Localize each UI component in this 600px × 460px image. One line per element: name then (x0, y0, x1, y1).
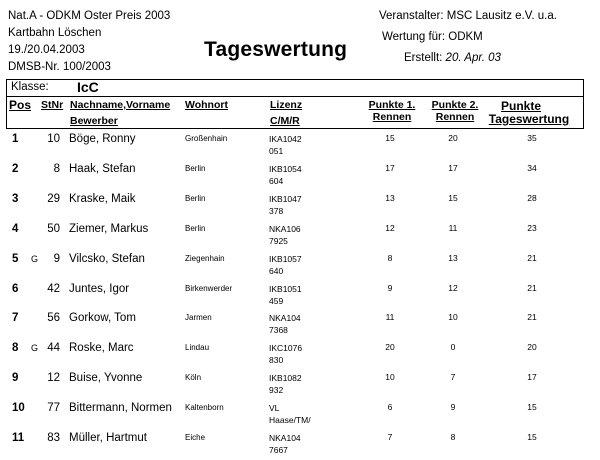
row-name: Böge, Ronny (69, 133, 136, 145)
wertung-label: Wertung für: ODKM (382, 31, 483, 43)
col-punkte1-rennen: Rennen (372, 111, 412, 123)
row-wohnort: Ziegenhain (185, 254, 225, 263)
row-lizenz-nr: 640 (269, 266, 284, 276)
row-lizenz: IKC1076 (269, 343, 303, 353)
row-points-race2: 20 (448, 133, 458, 143)
row-points-race2: 15 (448, 193, 458, 203)
row-points-race2: 13 (448, 253, 458, 263)
table-row (0, 223, 600, 251)
row-pos: 5 (12, 253, 19, 265)
row-lizenz-nr: 051 (269, 146, 284, 156)
row-lizenz: IKB1054 (269, 164, 302, 174)
row-lizenz: NKA104 (269, 313, 301, 323)
row-name: Haak, Stefan (69, 163, 136, 175)
row-points-race2: 8 (450, 432, 456, 442)
dmsb-number: DMSB-Nr. 100/2003 (8, 61, 111, 73)
row-points-total: 35 (527, 133, 537, 143)
table-row (0, 163, 600, 191)
organizer: Veranstalter: MSC Lausitz e.V. u.a. (379, 10, 557, 22)
klasse-value: IcC (77, 79, 99, 95)
row-points-total: 17 (527, 372, 537, 382)
row-pos: 2 (12, 163, 19, 175)
row-group: G (31, 254, 39, 264)
row-pos: 8 (12, 342, 19, 354)
row-group: G (31, 343, 39, 353)
col-wohnort: Wohnort (185, 99, 228, 111)
row-points-race1: 10 (385, 372, 395, 382)
row-lizenz: NKA106 (269, 224, 301, 234)
table-row (0, 312, 600, 340)
row-name: Vilcsko, Stefan (69, 253, 145, 265)
col-punkte2-rennen: Rennen (435, 111, 475, 123)
table-row (0, 253, 600, 281)
row-stnr: 12 (47, 372, 60, 384)
row-lizenz: NKA104 (269, 433, 301, 443)
row-name: Buise, Yvonne (69, 372, 143, 384)
row-name: Gorkow, Tom (69, 312, 136, 324)
row-wohnort: Berlin (185, 164, 206, 173)
created-line (404, 52, 501, 64)
row-pos: 4 (12, 223, 19, 235)
row-wohnort: Köln (185, 373, 202, 382)
row-points-race1: 6 (387, 402, 393, 412)
row-points-race2: 12 (448, 283, 458, 293)
row-points-total: 23 (527, 223, 537, 233)
row-stnr: 10 (47, 133, 60, 145)
row-points-race2: 9 (450, 402, 456, 412)
row-name: Bittermann, Normen (69, 402, 172, 414)
row-name: Roske, Marc (69, 342, 134, 354)
table-row (0, 283, 600, 311)
table-row (0, 342, 600, 370)
row-stnr: 50 (47, 223, 60, 235)
table-row (0, 133, 600, 161)
table-row (0, 402, 600, 430)
row-lizenz-nr: 7667 (269, 445, 288, 455)
created-label: Erstellt: (404, 52, 443, 64)
event-name: Nat.A - ODKM Oster Preis 2003 (8, 10, 171, 22)
row-lizenz: IKB1057 (269, 254, 302, 264)
row-points-race2: 11 (448, 223, 458, 233)
row-stnr: 8 (53, 163, 60, 175)
col-punkte1: Punkte 1. (368, 99, 416, 111)
row-lizenz: IKA1042 (269, 134, 302, 144)
row-lizenz-nr: 604 (269, 176, 284, 186)
row-wohnort: Großenhain (185, 134, 228, 143)
row-wohnort: Kaltenborn (185, 403, 224, 412)
col-tageswertung: Tageswertung (488, 112, 570, 126)
created-date: 20. Apr. 03 (445, 52, 501, 64)
row-wohnort: Eiche (185, 433, 206, 442)
row-pos: 7 (12, 312, 19, 324)
event-dates: 19./20.04.2003 (8, 44, 85, 56)
row-lizenz-nr: 378 (269, 206, 284, 216)
col-cmr: C/M/R (270, 115, 300, 127)
row-points-race2: 10 (448, 312, 458, 322)
row-lizenz: VL (269, 403, 280, 413)
table-row (0, 193, 600, 221)
row-lizenz: IKB1051 (269, 284, 302, 294)
row-points-total: 21 (527, 253, 537, 263)
row-points-race1: 13 (385, 193, 395, 203)
row-pos: 10 (12, 402, 25, 414)
row-points-total: 28 (527, 193, 537, 203)
row-points-race1: 7 (387, 432, 393, 442)
row-points-total: 21 (527, 312, 537, 322)
col-pos: Pos (9, 98, 32, 112)
row-stnr: 29 (47, 193, 60, 205)
row-points-race1: 11 (385, 312, 395, 322)
table-header (6, 96, 584, 129)
row-pos: 1 (12, 133, 19, 145)
row-wohnort: Berlin (185, 194, 206, 203)
row-points-total: 15 (527, 402, 537, 412)
row-name: Müller, Hartmut (69, 432, 147, 444)
col-name: Nachname,Vorname (70, 99, 171, 111)
row-points-total: 34 (527, 163, 537, 173)
col-bewerber: Bewerber (70, 115, 118, 127)
row-name: Kraske, Maik (69, 193, 136, 205)
klasse-box (6, 79, 584, 97)
row-pos: 3 (12, 193, 19, 205)
row-points-race1: 12 (385, 223, 395, 233)
table-row (0, 372, 600, 400)
klasse-label: Klasse: (11, 81, 49, 93)
row-points-race1: 8 (387, 253, 393, 263)
col-punkte-total: Punkte (501, 99, 542, 113)
row-points-race2: 0 (450, 342, 456, 352)
row-lizenz-nr: 459 (269, 296, 284, 306)
row-points-race2: 17 (448, 163, 458, 173)
row-points-race1: 20 (385, 342, 395, 352)
row-stnr: 56 (47, 312, 60, 324)
row-points-total: 21 (527, 283, 537, 293)
row-wohnort: Berlin (185, 224, 206, 233)
page-title: Tageswertung (204, 38, 348, 61)
row-name: Juntes, Igor (69, 283, 130, 295)
row-lizenz: IKB1047 (269, 194, 302, 204)
row-points-total: 15 (527, 432, 537, 442)
row-stnr: 9 (53, 253, 60, 265)
row-points-race1: 17 (385, 163, 395, 173)
row-stnr: 77 (47, 402, 60, 414)
row-stnr: 42 (47, 283, 60, 295)
row-pos: 6 (12, 283, 19, 295)
row-lizenz-nr: Haase/TM/ (269, 415, 311, 425)
row-lizenz-nr: 830 (269, 355, 284, 365)
track-name: Kartbahn Löschen (8, 27, 102, 39)
row-wohnort: Jarmen (185, 313, 212, 322)
row-lizenz-nr: 7368 (269, 325, 288, 335)
row-wohnort: Birkenwerder (185, 284, 233, 293)
row-lizenz-nr: 7925 (269, 236, 288, 246)
row-stnr: 44 (47, 342, 60, 354)
row-wohnort: Lindau (185, 343, 210, 352)
row-pos: 9 (12, 372, 19, 384)
row-lizenz-nr: 932 (269, 385, 284, 395)
row-points-total: 20 (527, 342, 537, 352)
col-punkte2: Punkte 2. (431, 99, 479, 111)
col-stnr: StNr (41, 99, 64, 111)
row-pos: 11 (12, 432, 25, 444)
row-points-race1: 9 (387, 283, 393, 293)
row-points-race2: 7 (450, 372, 456, 382)
row-lizenz: IKB1082 (269, 373, 302, 383)
row-points-race1: 15 (385, 133, 395, 143)
row-name: Ziemer, Markus (69, 223, 149, 235)
row-stnr: 83 (47, 432, 60, 444)
col-lizenz: Lizenz (270, 99, 303, 111)
